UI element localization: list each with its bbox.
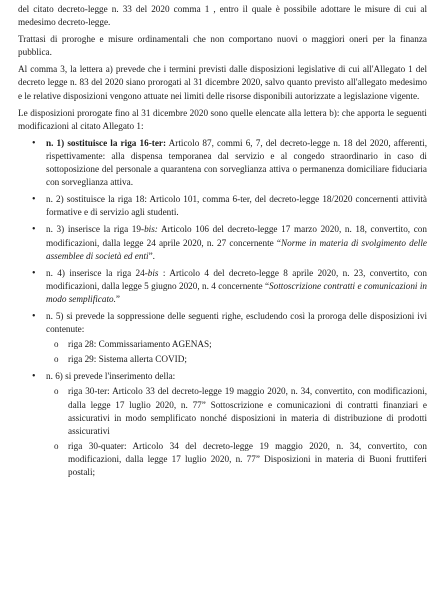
paragraph-disposizioni: Le disposizioni prorogate fino al 31 dicembre 2020 sono quelle elencate alla lettera b): che apporta le seguenti modificazioni al citato Allegato 1: (18, 107, 427, 131)
list-item-4 (18, 267, 427, 306)
item-text: n. 2) sostituisce la riga 18: Articolo 101, comma 6-ter, del decreto-legge 18/2020 concernenti attività formative e di servizio agli studenti. (46, 194, 427, 218)
sublist-item: o riga 30-quater: Articolo 34 del decreto-legge 19 maggio 2020, n. 34, convertito, con modificazioni, dalla legge 17 luglio 2020, n. 77” Disposizioni in materia di Buoni fruttiferi postali; (46, 440, 427, 479)
sublist-item: o riga 28: Commissariamento AGENAS; (46, 338, 427, 351)
item-text: n. 5) si prevede la soppressione delle seguenti righe, escludendo così la proroga delle disposizioni ivi contenute: (46, 310, 427, 335)
list-item-3 (18, 223, 427, 262)
sublist-item: o riga 29: Sistema allerta COVID; (46, 353, 427, 366)
sublist-soppressione (46, 338, 427, 366)
paragraph-oneri: Trattasi di proroghe e misure ordinamentali che non comportano nuovi o maggiori oneri per la finanza pubblica. (18, 34, 427, 58)
item-tail: ” (115, 293, 120, 304)
item-quote: Sottoscrizione contratti e comunicazioni in modo semplificato. (46, 280, 427, 304)
list-item-6 (18, 370, 427, 479)
list-item-1 (18, 137, 427, 189)
sublist-inserimento (46, 385, 427, 479)
paragraph-comma-3: Al comma 3, la lettera a) prevede che i termini previsti dalle disposizioni legislative di cui all'Allegato 1 del decreto legge n. 83 del 2020 siano prorogati al 31 dicembre 2020, salvo quanto previsto all'allegato medesimo e le relative disposizioni vengono attuate nei limiti delle risorse disponibili autorizzate a legislazione vigente. (18, 64, 427, 101)
paragraph-intro: del citato decreto-legge n. 33 del 2020 comma 1 , entro il quale è possibile adottare le misure di cui al medesimo decreto-legge. (18, 4, 427, 28)
item-lead: n. 1) sostituisce la riga 16-ter: (46, 137, 167, 148)
modifications-list (18, 137, 427, 479)
item-text: Articolo 87, commi 6, 7, del decreto-legge n. 18 del 2020, afferenti, rispettivamente: alla dispensa temporanea dal servizio e al congedo straordinario in caso di sottoposizione del personale a quarantena con sorveglianza attiva o permanenza domiciliare fiduciaria con sorveglianza attiva. (46, 137, 428, 188)
item-text: n. 6) si prevede l'inserimento della: (46, 371, 176, 382)
item-prefix-italic: bis: (144, 224, 158, 235)
item-prefix: n. 4) inserisce la riga 24- (46, 267, 148, 278)
sublist-item: o riga 30-ter: Articolo 33 del decreto-legge 19 maggio 2020, n. 34, convertito, con modificazioni, dalla legge 17 luglio 2020, n. 77” Sottoscrizione e comunicazioni di contratti finanziari e assicurativi in modo semplificato nonché disposizioni in materia di distribuzione di prodotti assicurativi (46, 385, 427, 437)
list-item-5 (18, 310, 427, 366)
item-prefix-italic: bis (147, 267, 159, 278)
item-text: Articolo 106 del decreto-legge 17 marzo 2020, n. 18, convertito, con modificazioni, dalla legge 24 aprile 2020, n. 27 concernente “ (46, 224, 427, 248)
item-tail: ”. (148, 250, 155, 261)
item-prefix: n. 3) inserisce la riga 19- (46, 224, 145, 235)
list-item-2 (18, 193, 427, 219)
item-quote: Norme in materia di svolgimento delle assemblee di società ed enti (46, 237, 427, 261)
item-text: : Articolo 4 del decreto-legge 8 aprile 2020, n. 23, convertito, con modificazioni, dalla legge 5 giugno 2020, n. 4 concernente “ (46, 267, 427, 291)
